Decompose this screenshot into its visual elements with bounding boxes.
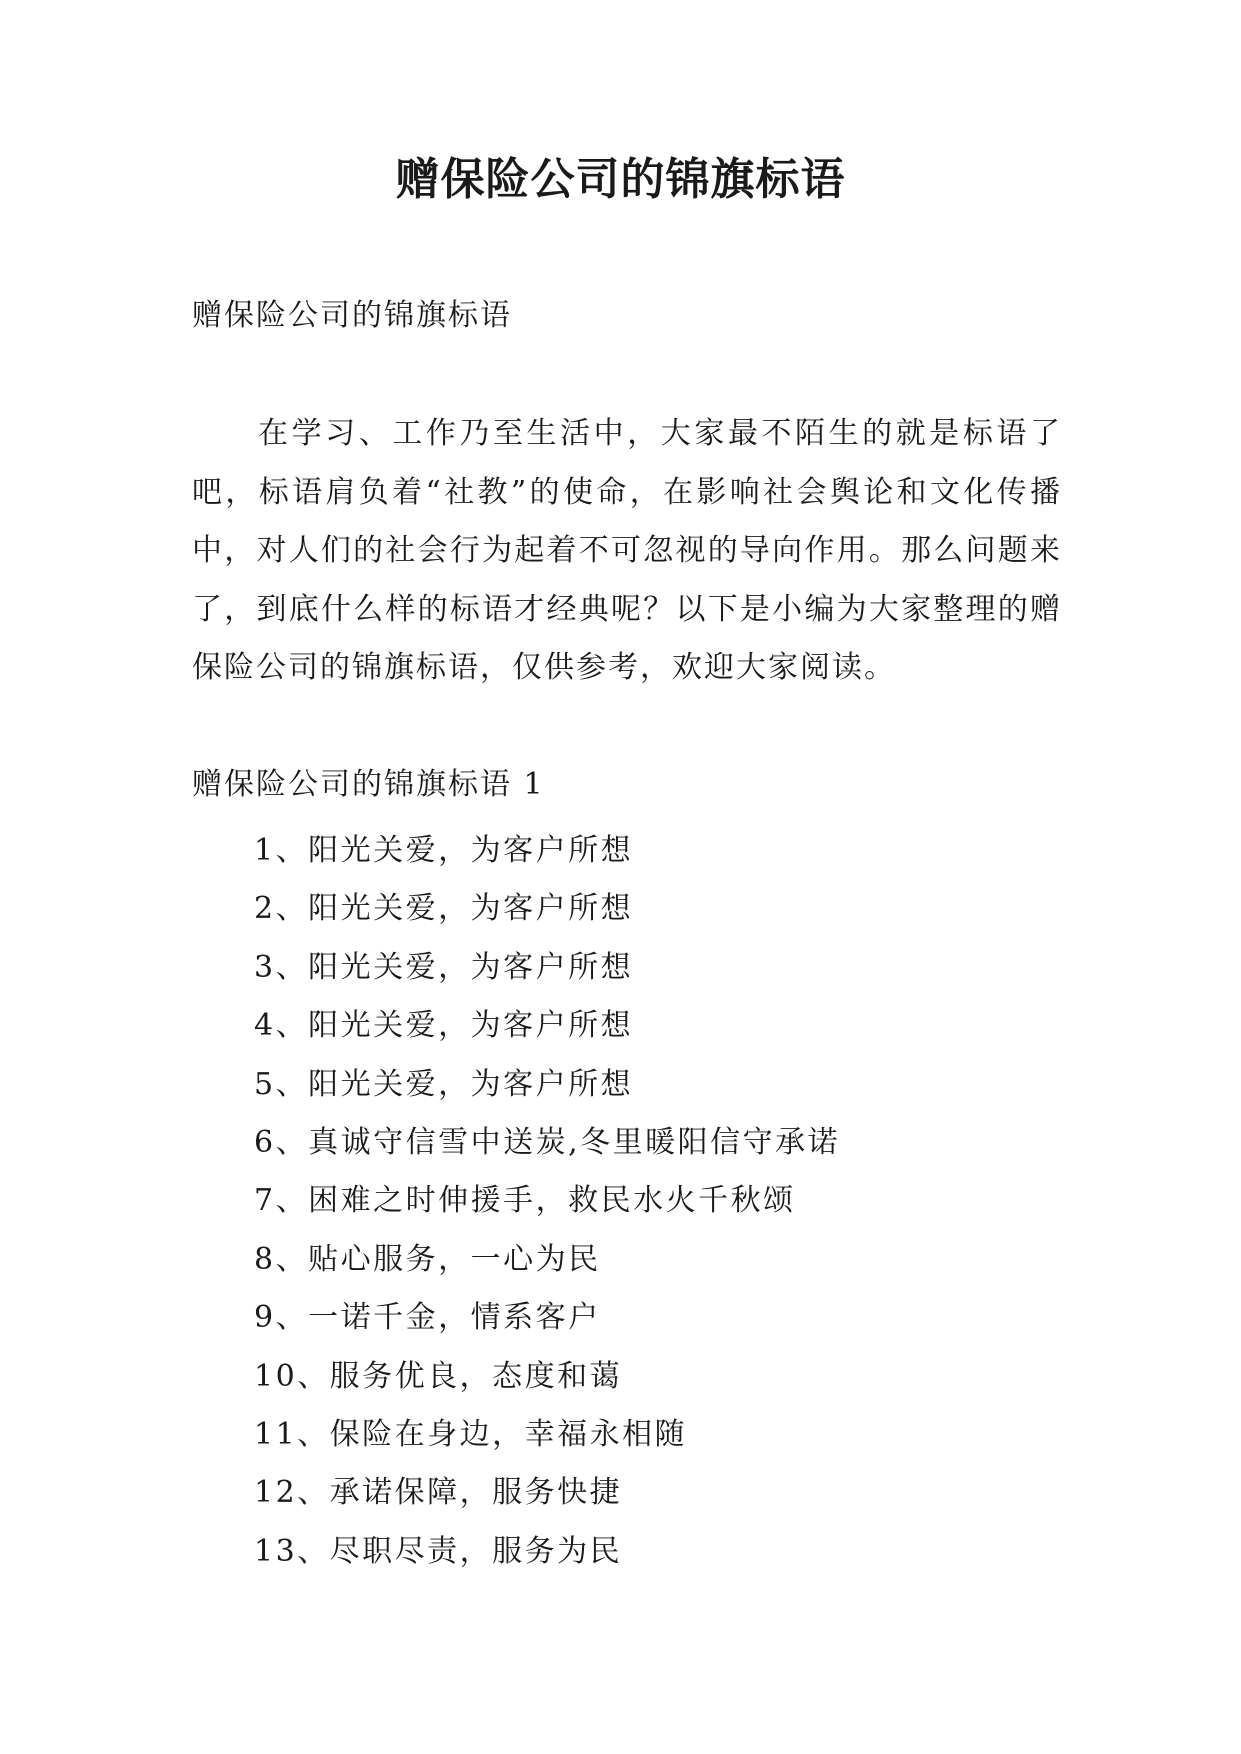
section-heading: 赠保险公司的锦旗标语 1 xyxy=(192,767,545,802)
slogan-item: 6、真诚守信雪中送炭,冬里暖阳信守承诺 xyxy=(254,1125,841,1161)
slogan-item: 11、保险在身边，幸福永相随 xyxy=(254,1417,688,1453)
slogan-item: 2、阳光关爱，为客户所想 xyxy=(254,891,634,927)
slogan-item: 12、承诺保障，服务快捷 xyxy=(254,1475,623,1511)
document-subtitle: 赠保险公司的锦旗标语 xyxy=(192,298,512,333)
slogan-item: 9、一诺千金，情系客户 xyxy=(254,1300,601,1336)
slogan-item: 13、尽职尽责，服务为民 xyxy=(254,1533,623,1569)
intro-paragraph: 在学习、工作乃至生活中，大家最不陌生的就是标语了吧，标语肩负着“社教”的使命，在影响社会舆论和文化传播中，对人们的社会行为起着不可忽视的导向作用。那么问题来了，到底什么样的标语才经典呢？以下是小编为大家整理的赠保险公司的锦旗标语，仅供参考，欢迎大家阅读。 xyxy=(192,416,1062,685)
slogan-item: 3、阳光关爱，为客户所想 xyxy=(254,949,634,985)
slogan-item: 7、困难之时伸援手，救民水火千秋颂 xyxy=(254,1183,796,1219)
slogan-item: 10、服务优良，态度和蔼 xyxy=(254,1358,623,1394)
document-title: 赠保险公司的锦旗标语 xyxy=(395,154,846,205)
slogan-item: 4、阳光关爱，为客户所想 xyxy=(254,1008,634,1044)
slogan-item: 1、阳光关爱，为客户所想 xyxy=(254,833,634,868)
slogan-list xyxy=(254,822,840,1581)
slogan-item: 5、阳光关爱，为客户所想 xyxy=(254,1066,634,1102)
slogan-item: 8、贴心服务，一心为民 xyxy=(254,1241,601,1277)
